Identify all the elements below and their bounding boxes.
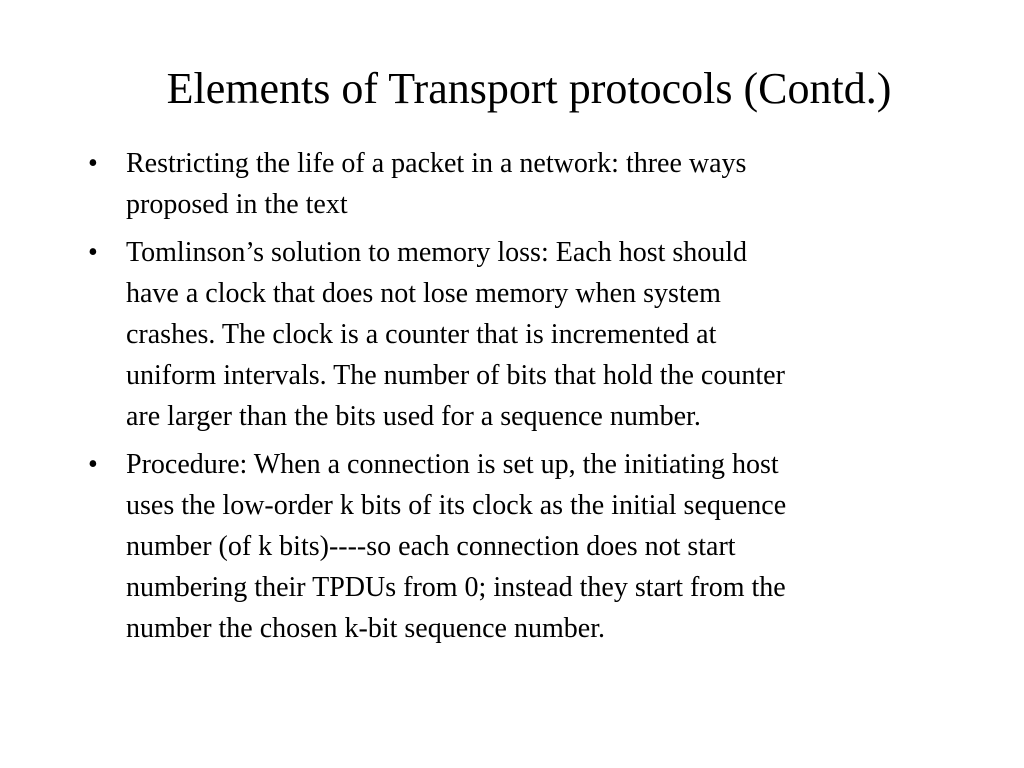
bullet-line: Procedure: When a connection is set up, the initiating host (126, 449, 779, 480)
bullet-text (126, 444, 948, 649)
bullet-line: number the chosen k-bit sequence number. (126, 613, 605, 644)
bullet-line: Restricting the life of a packet in a network: three ways (126, 148, 747, 179)
slide-title: Elements of Transport protocols (Contd.) (166, 64, 892, 113)
bullet-list (88, 143, 948, 656)
bullet-line: proposed in the text (126, 189, 348, 220)
bullet-item-2 (88, 232, 948, 437)
bullet-text (126, 232, 948, 437)
bullet-line: have a clock that does not lose memory when system (126, 278, 721, 309)
bullet-line: numbering their TPDUs from 0; instead they start from the (126, 572, 786, 603)
bullet-line: crashes. The clock is a counter that is incremented at (126, 319, 717, 350)
bullet-line: Tomlinson’s solution to memory loss: Each host should (126, 237, 748, 268)
bullet-line: are larger than the bits used for a sequence number. (126, 401, 701, 432)
bullet-line: uses the low-order k bits of its clock as the initial sequence (126, 490, 787, 521)
bullet-text (126, 143, 948, 225)
bullet-icon: • (88, 449, 98, 480)
bullet-icon: • (88, 237, 98, 268)
bullet-line: uniform intervals. The number of bits that hold the counter (126, 360, 785, 391)
bullet-item-1 (88, 143, 948, 225)
bullet-line: number (of k bits)----so each connection does not start (126, 531, 736, 562)
bullet-icon: • (88, 148, 98, 179)
bullet-item-3 (88, 444, 948, 649)
